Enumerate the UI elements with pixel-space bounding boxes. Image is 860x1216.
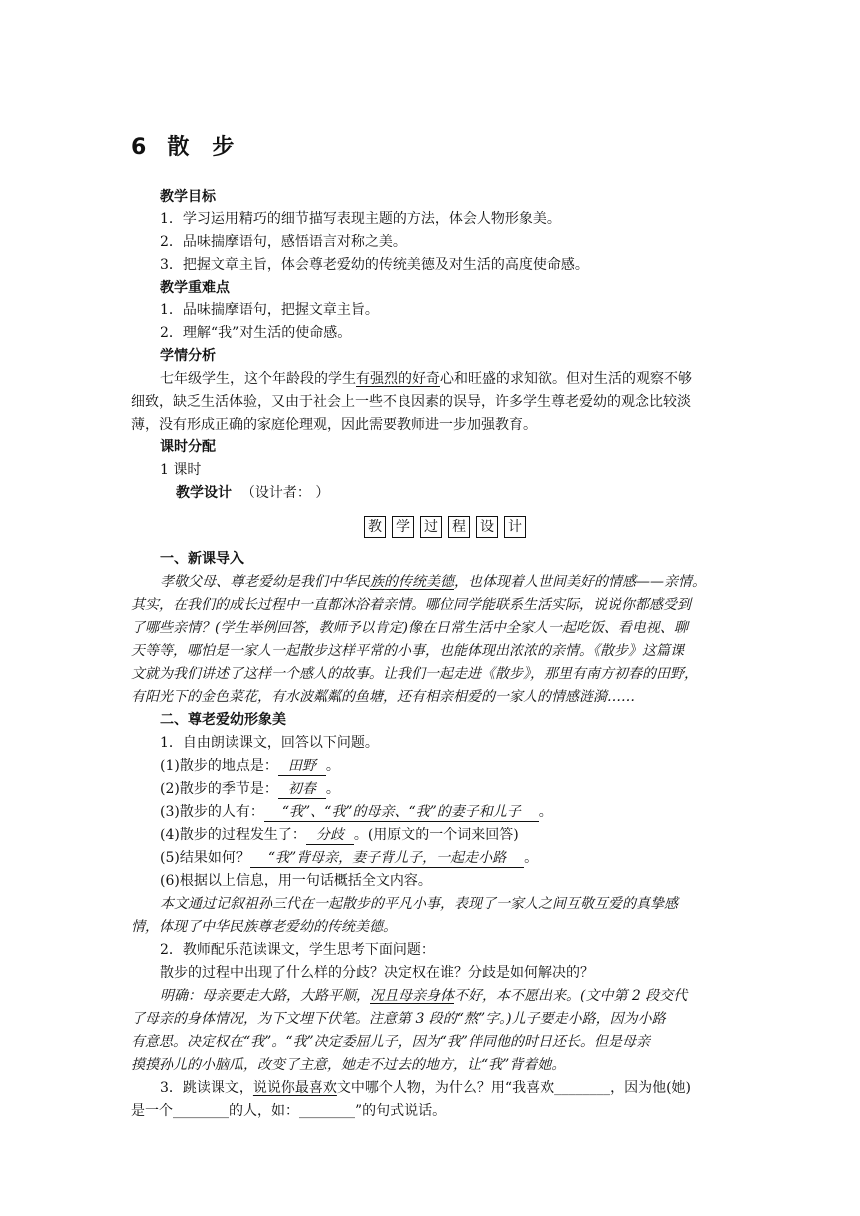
underlined-text: 有强烈的好奇 <box>356 371 440 387</box>
answer-suffix: 。 <box>538 804 553 820</box>
analysis-line: 薄，没有形成正确的家庭伦理观，因此需要教师进一步加强教育。 <box>131 417 537 433</box>
answer-1 <box>160 755 730 777</box>
analysis-text: 七年级学生，这个年龄段的学生 <box>160 371 356 387</box>
objectives-heading: 教学目标 <box>160 189 216 205</box>
underlined-text: 族的传统美德 <box>370 574 454 590</box>
analysis-heading: 学情分析 <box>160 348 216 364</box>
objective-item: 1．学习运用精巧的细节描写表现主题的方法，体会人物形象美。 <box>160 211 561 227</box>
section1-line: 有阳光下的金色菜花，有水波粼粼的鱼塘，还有相亲相爱的一家人的情感涟漪…… <box>131 689 635 705</box>
answer-blank: 田野 <box>278 757 326 776</box>
clarify-line: 有意思。决定权在“我”。“我”决定委屈儿子，因为“我”伴同他的时日还长。但是母亲 <box>131 1034 650 1050</box>
answer-label: (4)散步的过程发生了： <box>160 827 306 843</box>
section1-line: 文就为我们讲述了这样一个感人的故事。让我们一起走进《散步》，那里有南方初春的田野， <box>131 666 698 682</box>
question-2-sub: 散步的过程中出现了什么样的分歧？决定权在谁？分歧是如何解决的？ <box>160 965 594 981</box>
clarify-line <box>160 985 760 1007</box>
clarify-text: 明确：母亲要走大路，大路平顺， <box>160 988 370 1004</box>
keypoint-item: 1．品味揣摩语句，把握文章主旨。 <box>160 302 379 318</box>
objective-item: 2．品味揣摩语句，感悟语言对称之美。 <box>160 234 407 250</box>
answer-label: (5)结果如何？ <box>160 850 250 866</box>
analysis-line: 细致，缺乏生活体验，又由于社会上一些不良因素的误导，许多学生尊老爱幼的观念比较淡 <box>131 394 691 410</box>
answer-blank: “我”背母亲，妻子背儿子，一起走小路 <box>250 849 524 868</box>
answer-6: (6)根据以上信息，用一句话概括全文内容。 <box>160 873 432 889</box>
answer-blank: “我”、“我”的母亲、“我”的妻子和儿子 <box>264 803 539 822</box>
summary-line: 情，体现了中华民族尊老爱幼的传统美德。 <box>131 919 397 935</box>
keypoints-heading: 教学重难点 <box>160 280 230 296</box>
answer-label: (2)散步的季节是： <box>160 781 278 797</box>
section1-line: 其实，在我们的成长过程中一直都沐浴着亲情。哪位同学能联系生活实际，说说你都感受到 <box>131 597 691 613</box>
process-title <box>364 516 526 538</box>
designer-field: （设计者： ） <box>240 485 330 501</box>
summary-line: 本文通过记叙祖孙三代在一起散步的平凡小事，表现了一家人之间互敬互爱的真挚感 <box>160 896 678 912</box>
process-title-char: 学 <box>392 516 414 538</box>
section1-line <box>160 571 760 593</box>
intro-text: ，也体现着人世间美好的情感——亲情。 <box>454 574 706 590</box>
question-3-cont: 是一个________的人，如：________”的句式说话。 <box>131 1103 447 1119</box>
schedule-value: 1 课时 <box>160 462 202 478</box>
answer-2 <box>160 778 730 800</box>
keypoint-item: 2．理解“我”对生活的使命感。 <box>160 325 352 341</box>
question-1: 1．自由朗读课文，回答以下问题。 <box>160 735 379 751</box>
lesson-number: 6 <box>131 135 148 160</box>
title-char-2: 步 <box>212 135 236 160</box>
section1-line: 了哪些亲情？(学生举例回答，教师予以肯定)像在日常生活中全家人一起吃饭、看电视、聊 <box>131 620 688 636</box>
question-text: 3．跳读课文， <box>160 1080 253 1096</box>
section1-heading: 一、新课导入 <box>160 551 244 567</box>
process-title-char: 程 <box>448 516 470 538</box>
answer-3 <box>160 801 730 823</box>
answer-suffix: 。 <box>524 850 539 866</box>
section1-line: 天等等，哪怕是一家人一起散步这样平常的小事，也能体现出浓浓的亲情。《散步》这篇课 <box>131 643 684 659</box>
question-3 <box>160 1077 760 1099</box>
underlined-text: 况且母亲身体 <box>370 988 454 1004</box>
answer-suffix: 。 <box>325 758 340 774</box>
objective-item: 3．把握文章主旨，体会尊老爱幼的传统美德及对生活的高度使命感。 <box>160 257 589 273</box>
question-text: 文中哪个人物，为什么？用“我喜欢________，因为他(她) <box>336 1080 692 1096</box>
process-title-char: 计 <box>504 516 526 538</box>
underlined-text: 说说你最喜欢 <box>252 1080 337 1096</box>
analysis-text: 心和旺盛的求知欲。但对生活的观察不够 <box>440 371 692 387</box>
answer-5 <box>160 847 730 869</box>
answer-4 <box>160 824 730 846</box>
design-line <box>176 482 746 504</box>
clarify-line: 了母亲的身体情况，为下文埋下伏笔。注意第 3 段的“熬”字。)儿子要走小路，因为小路 <box>131 1011 666 1027</box>
clarify-line: 摸摸孙儿的小脑瓜，改变了主意，她走不过去的地方，让“我”背着她。 <box>131 1057 566 1073</box>
schedule-heading: 课时分配 <box>160 439 216 455</box>
process-title-char: 过 <box>420 516 442 538</box>
answer-blank: 初春 <box>278 780 326 799</box>
answer-suffix: 。 <box>325 781 340 797</box>
answer-label: (1)散步的地点是： <box>160 758 278 774</box>
analysis-line <box>160 368 730 390</box>
process-title-char: 设 <box>476 516 498 538</box>
intro-text: 孝敬父母、尊老爱幼是我们中华民 <box>160 574 370 590</box>
question-2: 2．教师配乐范读课文，学生思考下面问题： <box>160 942 435 958</box>
lesson-title <box>131 130 235 161</box>
design-label: 教学设计 <box>176 485 232 501</box>
title-char-1: 散 <box>167 135 191 160</box>
clarify-text: 不好，本不愿出来。(文中第 2 段交代 <box>454 988 688 1004</box>
answer-label: (3)散步的人有： <box>160 804 264 820</box>
answer-suffix: 。(用原文的一个词来回答) <box>353 827 519 843</box>
answer-blank: 分歧 <box>306 826 354 845</box>
process-title-char: 教 <box>364 516 386 538</box>
section2-heading: 二、尊老爱幼形象美 <box>160 712 286 728</box>
